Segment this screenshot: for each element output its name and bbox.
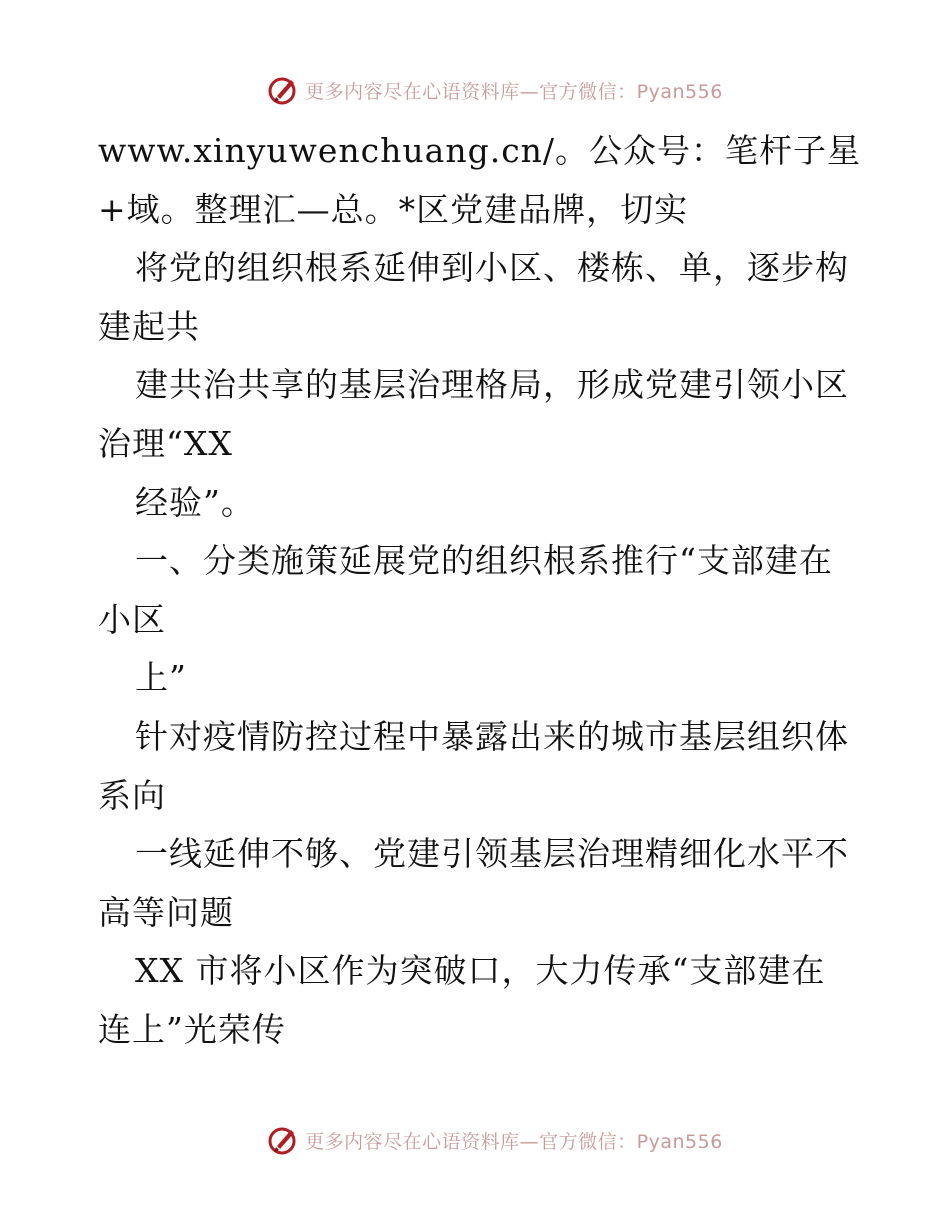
text-line: 高等问题	[98, 892, 234, 932]
text-line: 连上”光荣传	[98, 1009, 286, 1049]
footer-banner	[0, 1120, 950, 1160]
text-line: 一、分类施策延展党的组织根系推行“支部建在	[135, 541, 833, 581]
brand-logo-icon	[267, 1124, 299, 1156]
text-line: 经验”。	[135, 482, 255, 522]
text-line: 将党的组织根系延伸到小区、楼栋、单，逐步构	[135, 248, 849, 288]
text-line: 上”	[135, 658, 187, 698]
text-line: 小区	[98, 599, 166, 639]
text-line: 一线延伸不够、党建引领基层治理精细化水平不	[135, 834, 849, 874]
document-body	[98, 122, 862, 1060]
brand-logo-icon	[267, 74, 299, 106]
text-line: 治理“XX	[98, 423, 233, 463]
text-line: +域。整理汇—总。*区党建品牌，切实	[98, 189, 689, 229]
footer-banner-text: 更多内容尽在心语资料库—官方微信：Pyan556	[305, 1130, 723, 1153]
text-line: 针对疫情防控过程中暴露出来的城市基层组织体	[135, 716, 849, 756]
header-banner	[0, 70, 950, 110]
text-line: 系向	[98, 775, 166, 815]
header-banner-text: 更多内容尽在心语资料库—官方微信：Pyan556	[305, 80, 723, 103]
text-line: www.xinyuwenchuang.cn/。公众号：笔杆子星	[98, 131, 862, 170]
text-line: 建起共	[98, 306, 200, 346]
text-line: XX 市将小区作为突破口，大力传承“支部建在	[135, 951, 826, 991]
text-line: 建共治共享的基层治理格局，形成党建引领小区	[135, 365, 849, 405]
